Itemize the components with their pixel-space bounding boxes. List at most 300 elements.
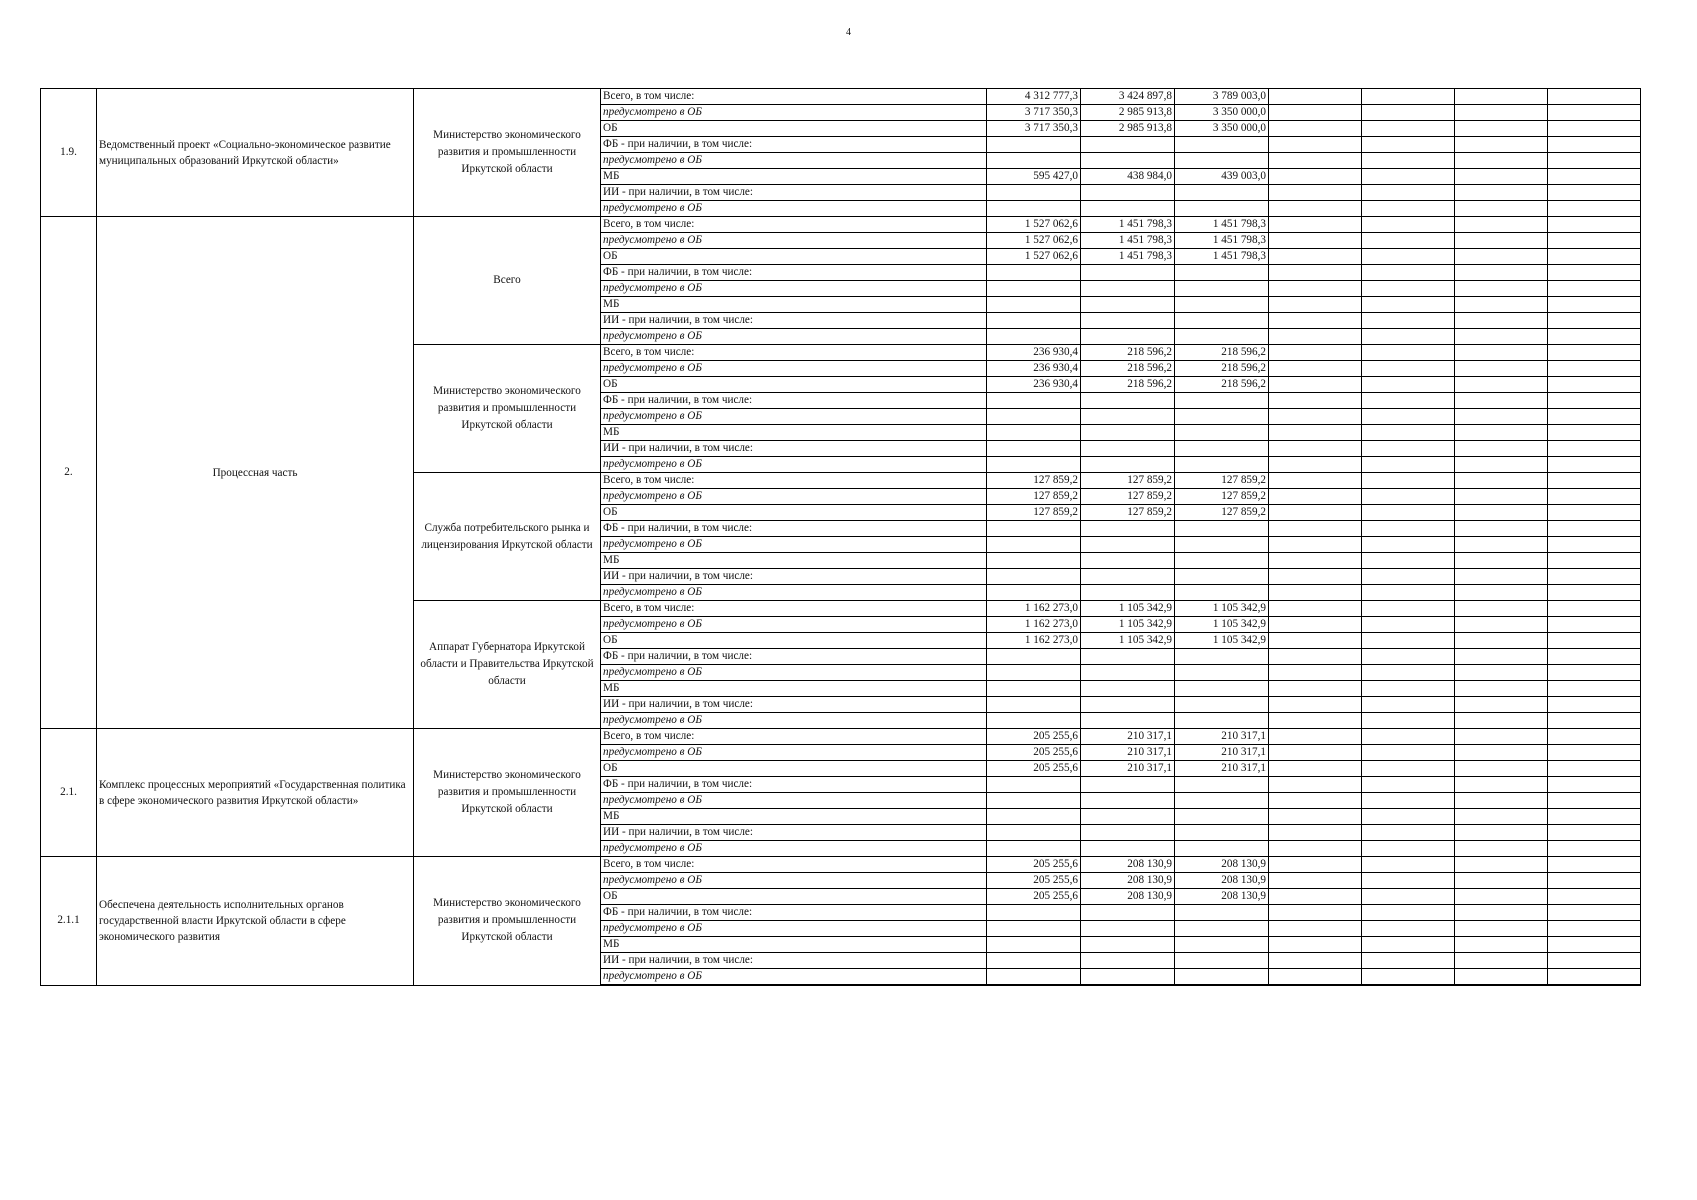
page-number: 4 bbox=[846, 27, 851, 38]
funding-source-label: ФБ - при наличии, в том числе: bbox=[601, 265, 987, 281]
amount-cell bbox=[987, 937, 1081, 953]
amount-cell bbox=[1081, 681, 1175, 697]
amount-cell bbox=[1081, 569, 1175, 585]
empty-cell bbox=[1548, 377, 1641, 393]
funding-source-label: Всего, в том числе: bbox=[601, 473, 987, 489]
amount-cell: 2 985 913,8 bbox=[1081, 121, 1175, 137]
amount-cell: 218 596,2 bbox=[1081, 361, 1175, 377]
funding-source-label: ФБ - при наличии, в том числе: bbox=[601, 649, 987, 665]
empty-cell bbox=[1269, 361, 1362, 377]
empty-cell bbox=[1548, 265, 1641, 281]
empty-cell bbox=[1455, 569, 1548, 585]
amount-cell: 236 930,4 bbox=[987, 345, 1081, 361]
empty-cell bbox=[1269, 137, 1362, 153]
empty-cell bbox=[1548, 921, 1641, 937]
amount-cell: 1 451 798,3 bbox=[1081, 217, 1175, 233]
empty-cell bbox=[1455, 329, 1548, 345]
amount-cell: 1 451 798,3 bbox=[1175, 249, 1269, 265]
funding-source-label: ИИ - при наличии, в том числе: bbox=[601, 185, 987, 201]
empty-cell bbox=[1269, 953, 1362, 969]
amount-cell: 2 985 913,8 bbox=[1081, 105, 1175, 121]
empty-cell bbox=[1269, 121, 1362, 137]
amount-cell bbox=[1081, 793, 1175, 809]
amount-cell bbox=[1081, 841, 1175, 857]
empty-cell bbox=[1548, 617, 1641, 633]
empty-cell bbox=[1455, 633, 1548, 649]
empty-cell bbox=[1548, 505, 1641, 521]
empty-cell bbox=[1362, 553, 1455, 569]
amount-cell bbox=[1081, 265, 1175, 281]
empty-cell bbox=[1269, 185, 1362, 201]
empty-cell bbox=[1362, 393, 1455, 409]
empty-cell bbox=[1362, 201, 1455, 217]
amount-cell: 208 130,9 bbox=[1081, 873, 1175, 889]
empty-cell bbox=[1455, 585, 1548, 601]
empty-cell bbox=[1269, 441, 1362, 457]
empty-cell bbox=[1548, 489, 1641, 505]
amount-cell bbox=[1081, 185, 1175, 201]
amount-cell: 438 984,0 bbox=[1081, 169, 1175, 185]
amount-cell: 127 859,2 bbox=[1081, 473, 1175, 489]
empty-cell bbox=[1548, 409, 1641, 425]
amount-cell bbox=[987, 649, 1081, 665]
funding-source-label: предусмотрено в ОБ bbox=[601, 201, 987, 217]
amount-cell: 205 255,6 bbox=[987, 857, 1081, 873]
amount-cell: 236 930,4 bbox=[987, 377, 1081, 393]
amount-cell bbox=[1081, 697, 1175, 713]
table-row bbox=[41, 857, 1641, 873]
empty-cell bbox=[1455, 697, 1548, 713]
empty-cell bbox=[1362, 713, 1455, 729]
amount-cell bbox=[987, 713, 1081, 729]
empty-cell bbox=[1362, 377, 1455, 393]
item-name: Процессная часть bbox=[97, 217, 414, 729]
funding-source-label: предусмотрено в ОБ bbox=[601, 793, 987, 809]
empty-cell bbox=[1455, 473, 1548, 489]
empty-cell bbox=[1455, 441, 1548, 457]
empty-cell bbox=[1362, 329, 1455, 345]
amount-cell bbox=[1081, 553, 1175, 569]
amount-cell bbox=[1175, 137, 1269, 153]
empty-cell bbox=[1362, 105, 1455, 121]
table-row bbox=[41, 217, 1641, 233]
empty-cell bbox=[1548, 777, 1641, 793]
amount-cell bbox=[987, 537, 1081, 553]
amount-cell bbox=[987, 137, 1081, 153]
empty-cell bbox=[1362, 489, 1455, 505]
amount-cell bbox=[987, 697, 1081, 713]
empty-cell bbox=[1548, 585, 1641, 601]
amount-cell bbox=[1175, 905, 1269, 921]
empty-cell bbox=[1548, 521, 1641, 537]
empty-cell bbox=[1362, 265, 1455, 281]
empty-cell bbox=[1362, 953, 1455, 969]
amount-cell bbox=[1081, 457, 1175, 473]
amount-cell: 595 427,0 bbox=[987, 169, 1081, 185]
amount-cell bbox=[1081, 521, 1175, 537]
funding-source-label: предусмотрено в ОБ bbox=[601, 329, 987, 345]
empty-cell bbox=[1548, 425, 1641, 441]
empty-cell bbox=[1455, 313, 1548, 329]
empty-cell bbox=[1362, 649, 1455, 665]
amount-cell bbox=[1081, 969, 1175, 986]
amount-cell: 127 859,2 bbox=[987, 473, 1081, 489]
empty-cell bbox=[1548, 857, 1641, 873]
empty-cell bbox=[1269, 281, 1362, 297]
funding-source-label: ОБ bbox=[601, 761, 987, 777]
empty-cell bbox=[1455, 665, 1548, 681]
empty-cell bbox=[1455, 345, 1548, 361]
amount-cell: 127 859,2 bbox=[1175, 489, 1269, 505]
amount-cell bbox=[1081, 297, 1175, 313]
empty-cell bbox=[1269, 249, 1362, 265]
empty-cell bbox=[1362, 745, 1455, 761]
empty-cell bbox=[1362, 457, 1455, 473]
empty-cell bbox=[1362, 825, 1455, 841]
empty-cell bbox=[1548, 313, 1641, 329]
empty-cell bbox=[1455, 537, 1548, 553]
empty-cell bbox=[1269, 569, 1362, 585]
empty-cell bbox=[1269, 217, 1362, 233]
amount-cell: 218 596,2 bbox=[1175, 377, 1269, 393]
empty-cell bbox=[1362, 185, 1455, 201]
amount-cell bbox=[1081, 953, 1175, 969]
amount-cell bbox=[1175, 521, 1269, 537]
empty-cell bbox=[1455, 825, 1548, 841]
funding-source-label: ОБ bbox=[601, 249, 987, 265]
empty-cell bbox=[1362, 729, 1455, 745]
amount-cell bbox=[1175, 265, 1269, 281]
empty-cell bbox=[1455, 553, 1548, 569]
amount-cell bbox=[1081, 137, 1175, 153]
amount-cell: 127 859,2 bbox=[987, 505, 1081, 521]
empty-cell bbox=[1269, 857, 1362, 873]
amount-cell bbox=[1175, 537, 1269, 553]
amount-cell: 208 130,9 bbox=[1081, 857, 1175, 873]
empty-cell bbox=[1455, 777, 1548, 793]
amount-cell bbox=[1175, 569, 1269, 585]
amount-cell bbox=[1175, 281, 1269, 297]
empty-cell bbox=[1455, 601, 1548, 617]
amount-cell bbox=[987, 809, 1081, 825]
empty-cell bbox=[1269, 105, 1362, 121]
executor-name: Министерство экономического развития и промышленности Иркутской области bbox=[414, 857, 601, 986]
amount-cell: 3 717 350,3 bbox=[987, 105, 1081, 121]
amount-cell: 218 596,2 bbox=[1175, 345, 1269, 361]
empty-cell bbox=[1269, 697, 1362, 713]
amount-cell bbox=[1175, 793, 1269, 809]
amount-cell bbox=[1175, 825, 1269, 841]
amount-cell: 218 596,2 bbox=[1081, 377, 1175, 393]
empty-cell bbox=[1362, 889, 1455, 905]
funding-source-label: предусмотрено в ОБ bbox=[601, 409, 987, 425]
empty-cell bbox=[1455, 121, 1548, 137]
empty-cell bbox=[1548, 105, 1641, 121]
funding-source-label: ОБ bbox=[601, 121, 987, 137]
funding-source-label: ОБ bbox=[601, 505, 987, 521]
amount-cell bbox=[1175, 649, 1269, 665]
empty-cell bbox=[1455, 745, 1548, 761]
empty-cell bbox=[1455, 793, 1548, 809]
amount-cell bbox=[1175, 969, 1269, 986]
amount-cell bbox=[1081, 921, 1175, 937]
amount-cell bbox=[1081, 585, 1175, 601]
amount-cell: 205 255,6 bbox=[987, 873, 1081, 889]
funding-source-label: предусмотрено в ОБ bbox=[601, 153, 987, 169]
item-name: Ведомственный проект «Социально-экономическое развитие муниципальных образований Иркутской области» bbox=[97, 89, 414, 217]
amount-cell bbox=[987, 281, 1081, 297]
empty-cell bbox=[1548, 793, 1641, 809]
empty-cell bbox=[1548, 937, 1641, 953]
empty-cell bbox=[1269, 521, 1362, 537]
amount-cell: 210 317,1 bbox=[1081, 729, 1175, 745]
funding-source-label: Всего, в том числе: bbox=[601, 217, 987, 233]
amount-cell bbox=[1175, 665, 1269, 681]
empty-cell bbox=[1455, 921, 1548, 937]
amount-cell bbox=[1081, 409, 1175, 425]
empty-cell bbox=[1269, 409, 1362, 425]
empty-cell bbox=[1362, 777, 1455, 793]
empty-cell bbox=[1455, 425, 1548, 441]
empty-cell bbox=[1548, 153, 1641, 169]
empty-cell bbox=[1455, 297, 1548, 313]
amount-cell bbox=[1175, 937, 1269, 953]
funding-source-label: ФБ - при наличии, в том числе: bbox=[601, 521, 987, 537]
empty-cell bbox=[1548, 169, 1641, 185]
amount-cell: 1 105 342,9 bbox=[1081, 601, 1175, 617]
amount-cell: 127 859,2 bbox=[1081, 489, 1175, 505]
empty-cell bbox=[1548, 873, 1641, 889]
amount-cell bbox=[987, 313, 1081, 329]
funding-source-label: ИИ - при наличии, в том числе: bbox=[601, 825, 987, 841]
amount-cell bbox=[987, 265, 1081, 281]
amount-cell bbox=[987, 921, 1081, 937]
amount-cell bbox=[987, 681, 1081, 697]
empty-cell bbox=[1455, 105, 1548, 121]
amount-cell: 3 350 000,0 bbox=[1175, 121, 1269, 137]
funding-source-label: предусмотрено в ОБ bbox=[601, 841, 987, 857]
funding-source-label: Всего, в том числе: bbox=[601, 601, 987, 617]
empty-cell bbox=[1548, 393, 1641, 409]
empty-cell bbox=[1269, 585, 1362, 601]
amount-cell bbox=[1081, 441, 1175, 457]
empty-cell bbox=[1548, 185, 1641, 201]
funding-source-label: предусмотрено в ОБ bbox=[601, 281, 987, 297]
amount-cell bbox=[987, 665, 1081, 681]
amount-cell bbox=[1175, 457, 1269, 473]
empty-cell bbox=[1269, 425, 1362, 441]
amount-cell: 218 596,2 bbox=[1175, 361, 1269, 377]
amount-cell bbox=[1081, 665, 1175, 681]
funding-source-label: МБ bbox=[601, 169, 987, 185]
empty-cell bbox=[1269, 345, 1362, 361]
empty-cell bbox=[1455, 89, 1548, 105]
amount-cell bbox=[987, 969, 1081, 986]
amount-cell: 1 105 342,9 bbox=[1081, 633, 1175, 649]
empty-cell bbox=[1455, 217, 1548, 233]
empty-cell bbox=[1269, 713, 1362, 729]
empty-cell bbox=[1455, 617, 1548, 633]
executor-name: Служба потребительского рынка и лицензирования Иркутской области bbox=[414, 473, 601, 601]
empty-cell bbox=[1362, 153, 1455, 169]
amount-cell: 1 105 342,9 bbox=[1175, 601, 1269, 617]
amount-cell bbox=[1175, 697, 1269, 713]
amount-cell bbox=[987, 841, 1081, 857]
amount-cell: 1 162 273,0 bbox=[987, 601, 1081, 617]
amount-cell bbox=[1175, 297, 1269, 313]
amount-cell bbox=[1081, 713, 1175, 729]
empty-cell bbox=[1269, 377, 1362, 393]
funding-source-label: ИИ - при наличии, в том числе: bbox=[601, 569, 987, 585]
empty-cell bbox=[1455, 393, 1548, 409]
funding-source-label: ФБ - при наличии, в том числе: bbox=[601, 777, 987, 793]
empty-cell bbox=[1455, 713, 1548, 729]
amount-cell: 210 317,1 bbox=[1175, 761, 1269, 777]
empty-cell bbox=[1362, 121, 1455, 137]
funding-source-label: ОБ bbox=[601, 377, 987, 393]
empty-cell bbox=[1269, 633, 1362, 649]
empty-cell bbox=[1269, 553, 1362, 569]
funding-source-label: предусмотрено в ОБ bbox=[601, 233, 987, 249]
empty-cell bbox=[1362, 249, 1455, 265]
empty-cell bbox=[1548, 889, 1641, 905]
empty-cell bbox=[1362, 841, 1455, 857]
empty-cell bbox=[1362, 665, 1455, 681]
empty-cell bbox=[1269, 729, 1362, 745]
empty-cell bbox=[1269, 681, 1362, 697]
funding-source-label: предусмотрено в ОБ bbox=[601, 873, 987, 889]
empty-cell bbox=[1455, 265, 1548, 281]
empty-cell bbox=[1362, 761, 1455, 777]
item-name: Комплекс процессных мероприятий «Государственная политика в сфере экономического развития Иркутской области» bbox=[97, 729, 414, 857]
amount-cell bbox=[1081, 777, 1175, 793]
empty-cell bbox=[1362, 521, 1455, 537]
empty-cell bbox=[1455, 153, 1548, 169]
amount-cell bbox=[1081, 905, 1175, 921]
empty-cell bbox=[1362, 345, 1455, 361]
empty-cell bbox=[1362, 601, 1455, 617]
empty-cell bbox=[1455, 889, 1548, 905]
item-number: 2.1. bbox=[41, 729, 97, 857]
amount-cell: 1 105 342,9 bbox=[1175, 633, 1269, 649]
empty-cell bbox=[1269, 777, 1362, 793]
executor-name: Министерство экономического развития и промышленности Иркутской области bbox=[414, 345, 601, 473]
empty-cell bbox=[1455, 281, 1548, 297]
item-number: 2. bbox=[41, 217, 97, 729]
empty-cell bbox=[1548, 137, 1641, 153]
funding-source-label: предусмотрено в ОБ bbox=[601, 745, 987, 761]
empty-cell bbox=[1455, 905, 1548, 921]
amount-cell: 1 451 798,3 bbox=[1081, 233, 1175, 249]
amount-cell: 127 859,2 bbox=[1081, 505, 1175, 521]
empty-cell bbox=[1269, 601, 1362, 617]
empty-cell bbox=[1548, 969, 1641, 986]
amount-cell bbox=[987, 393, 1081, 409]
amount-cell bbox=[1175, 921, 1269, 937]
funding-source-label: предусмотрено в ОБ bbox=[601, 489, 987, 505]
amount-cell bbox=[1175, 329, 1269, 345]
empty-cell bbox=[1548, 953, 1641, 969]
empty-cell bbox=[1455, 201, 1548, 217]
empty-cell bbox=[1548, 905, 1641, 921]
funding-source-label: предусмотрено в ОБ bbox=[601, 585, 987, 601]
empty-cell bbox=[1269, 889, 1362, 905]
amount-cell: 210 317,1 bbox=[1081, 745, 1175, 761]
empty-cell bbox=[1269, 793, 1362, 809]
amount-cell bbox=[1081, 153, 1175, 169]
empty-cell bbox=[1362, 617, 1455, 633]
empty-cell bbox=[1455, 361, 1548, 377]
empty-cell bbox=[1548, 345, 1641, 361]
amount-cell bbox=[987, 185, 1081, 201]
amount-cell bbox=[1175, 393, 1269, 409]
amount-cell bbox=[1081, 425, 1175, 441]
empty-cell bbox=[1269, 649, 1362, 665]
empty-cell bbox=[1548, 553, 1641, 569]
empty-cell bbox=[1362, 505, 1455, 521]
amount-cell bbox=[1081, 313, 1175, 329]
empty-cell bbox=[1269, 969, 1362, 986]
empty-cell bbox=[1362, 921, 1455, 937]
amount-cell: 208 130,9 bbox=[1175, 873, 1269, 889]
amount-cell bbox=[987, 457, 1081, 473]
item-number: 2.1.1 bbox=[41, 857, 97, 986]
amount-cell bbox=[1175, 953, 1269, 969]
funding-source-label: ФБ - при наличии, в том числе: bbox=[601, 905, 987, 921]
empty-cell bbox=[1362, 681, 1455, 697]
empty-cell bbox=[1362, 425, 1455, 441]
empty-cell bbox=[1455, 457, 1548, 473]
amount-cell: 127 859,2 bbox=[1175, 473, 1269, 489]
empty-cell bbox=[1455, 809, 1548, 825]
funding-source-label: предусмотрено в ОБ bbox=[601, 361, 987, 377]
empty-cell bbox=[1269, 457, 1362, 473]
amount-cell: 3 789 003,0 bbox=[1175, 89, 1269, 105]
empty-cell bbox=[1362, 233, 1455, 249]
amount-cell bbox=[1081, 329, 1175, 345]
executor-name: Министерство экономического развития и промышленности Иркутской области bbox=[414, 89, 601, 217]
funding-source-label: МБ bbox=[601, 425, 987, 441]
empty-cell bbox=[1548, 329, 1641, 345]
empty-cell bbox=[1269, 89, 1362, 105]
empty-cell bbox=[1362, 473, 1455, 489]
funding-source-label: Всего, в том числе: bbox=[601, 345, 987, 361]
empty-cell bbox=[1548, 361, 1641, 377]
empty-cell bbox=[1362, 297, 1455, 313]
empty-cell bbox=[1548, 473, 1641, 489]
empty-cell bbox=[1269, 617, 1362, 633]
empty-cell bbox=[1269, 537, 1362, 553]
amount-cell: 4 312 777,3 bbox=[987, 89, 1081, 105]
amount-cell bbox=[1175, 441, 1269, 457]
empty-cell bbox=[1455, 761, 1548, 777]
amount-cell bbox=[1175, 713, 1269, 729]
empty-cell bbox=[1362, 857, 1455, 873]
funding-source-label: предусмотрено в ОБ bbox=[601, 969, 987, 986]
empty-cell bbox=[1362, 697, 1455, 713]
item-name: Обеспечена деятельность исполнительных органов государственной власти Иркутской области в сфере экономического развития bbox=[97, 857, 414, 986]
amount-cell bbox=[1175, 681, 1269, 697]
amount-cell: 3 350 000,0 bbox=[1175, 105, 1269, 121]
empty-cell bbox=[1548, 537, 1641, 553]
empty-cell bbox=[1455, 489, 1548, 505]
amount-cell bbox=[987, 793, 1081, 809]
amount-cell bbox=[987, 201, 1081, 217]
amount-cell bbox=[1175, 153, 1269, 169]
funding-source-label: предусмотрено в ОБ bbox=[601, 665, 987, 681]
executor-name: Министерство экономического развития и промышленности Иркутской области bbox=[414, 729, 601, 857]
amount-cell bbox=[987, 777, 1081, 793]
